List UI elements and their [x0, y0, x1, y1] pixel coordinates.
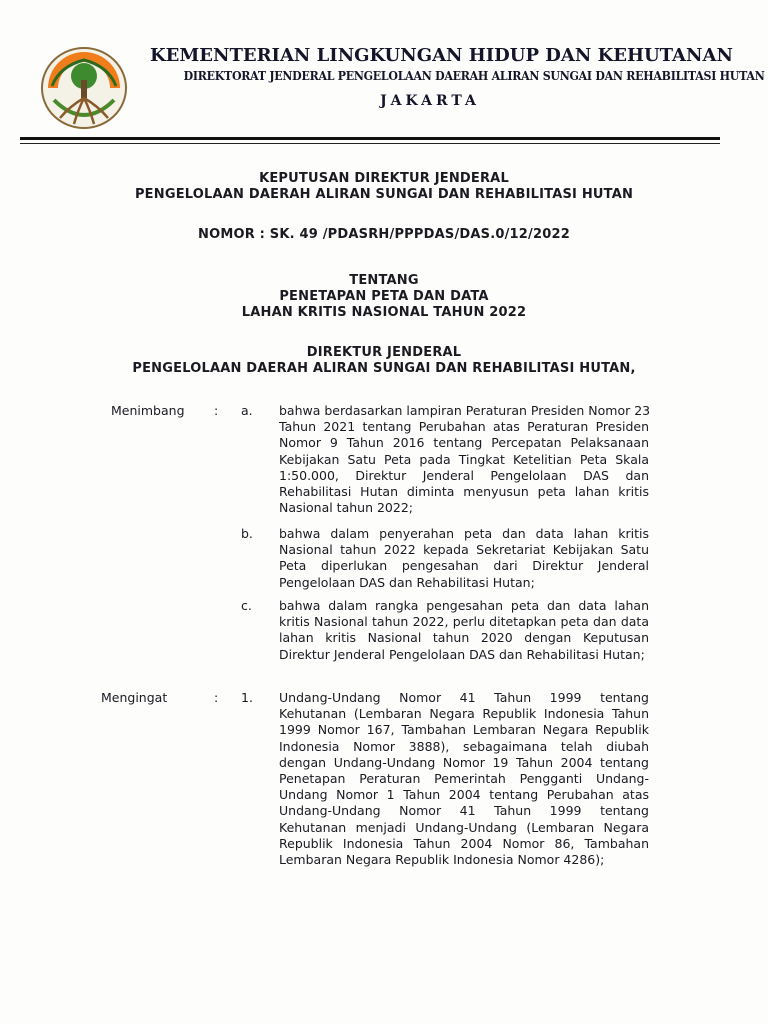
- considering-item-a: bahwa berdasarkan lampiran Peraturan Presiden Nomor 23 Tahun 2021 tentang Perubahan atas Peraturan Presiden Nomor 9 Tahun 2016 tentang Percepatan Pelaksanaan Kebijakan Satu Peta pada Tingkat Ketelitian Peta Skala 1:50.000, Direktur Jenderal Pengelolaan DAS dan Rehabilitasi Hutan diminta menyusun peta lahan kritis Nasional tahun 2022;: [279, 403, 651, 516]
- official-line2: PENGELOLAAN DAERAH ALIRAN SUNGAI DAN REHABILITASI HUTAN,: [132, 361, 636, 376]
- ministry-logo-icon: [40, 46, 128, 130]
- recalling-label: Mengingat: [101, 690, 168, 705]
- about-line1: PENETAPAN PETA DAN DATA: [279, 289, 489, 304]
- recalling-item-1: Undang-Undang Nomor 41 Tahun 1999 tentang Kehutanan (Lembaran Negara Republik Indonesia Tahun 1999 Nomor 167, Tambahan Lembaran Negara Republik Indonesia Nomor 3888), sebagaimana telah diubah dengan Undang-Undang Nomor 19 Tahun 2004 tentang Penetapan Peraturan Pemerintah Pengganti Undang- Undang Nomor 1 Tahun 2004 tentang Perubahan atas Undang-Undang Nomor 41 Tahun 1999 tentang Kehutanan menjadi Undang-Undang (Lembaran Negara Republik Indonesia Tahun 2004 Nomor 86, Tambahan Lembaran Negara Republik Indonesia Nomor 4286);: [279, 690, 649, 868]
- city-name: JAKARTA: [380, 93, 480, 109]
- directorate-name: DIREKTORAT JENDERAL PENGELOLAAN DAERAH ALIRAN SUNGAI DAN REHABILITASI HUTAN: [183, 68, 765, 83]
- considering-mark-a: a.: [241, 403, 253, 418]
- decree-type-line2: PENGELOLAAN DAERAH ALIRAN SUNGAI DAN REHABILITASI HUTAN: [134, 187, 634, 202]
- ministry-name: KEMENTERIAN LINGKUNGAN HIDUP DAN KEHUTANAN: [150, 45, 733, 66]
- considering-mark-b: b.: [241, 526, 253, 541]
- decree-type-line1: KEPUTUSAN DIREKTUR JENDERAL: [259, 171, 509, 186]
- about-line2: LAHAN KRITIS NASIONAL TAHUN 2022: [241, 305, 527, 320]
- official-line1: DIREKTUR JENDERAL: [306, 345, 462, 360]
- letterhead-rule: [20, 137, 720, 140]
- decree-number: NOMOR : SK. 49 /PDASRH/PPPDAS/DAS.0/12/2022: [198, 227, 570, 242]
- considering-colon: :: [214, 403, 219, 418]
- considering-item-b: bahwa dalam penyerahan peta dan data lahan kritis Nasional tahun 2022 kepada Sekretariat Kebijakan Satu Peta diperlukan pengesahan dari Direktur Jenderal Pengelolaan DAS dan Rehabilitasi Hutan;: [279, 526, 649, 590]
- considering-item-c: bahwa dalam rangka pengesahan peta dan data lahan kritis Nasional tahun 2022, perlu ditetapkan peta dan data lahan kritis Nasional tahun 2020 dengan Keputusan Direktur Jenderal Pengelolaan DAS dan Rehabilitasi Hutan;: [279, 598, 649, 662]
- considering-mark-c: c.: [241, 598, 252, 613]
- about-label: TENTANG: [349, 273, 419, 288]
- letterhead: [0, 0, 768, 150]
- recalling-mark-1: 1.: [241, 690, 253, 705]
- letterhead-rule-thin: [20, 143, 720, 144]
- considering-label: Menimbang: [111, 403, 185, 418]
- recalling-colon: :: [214, 690, 219, 705]
